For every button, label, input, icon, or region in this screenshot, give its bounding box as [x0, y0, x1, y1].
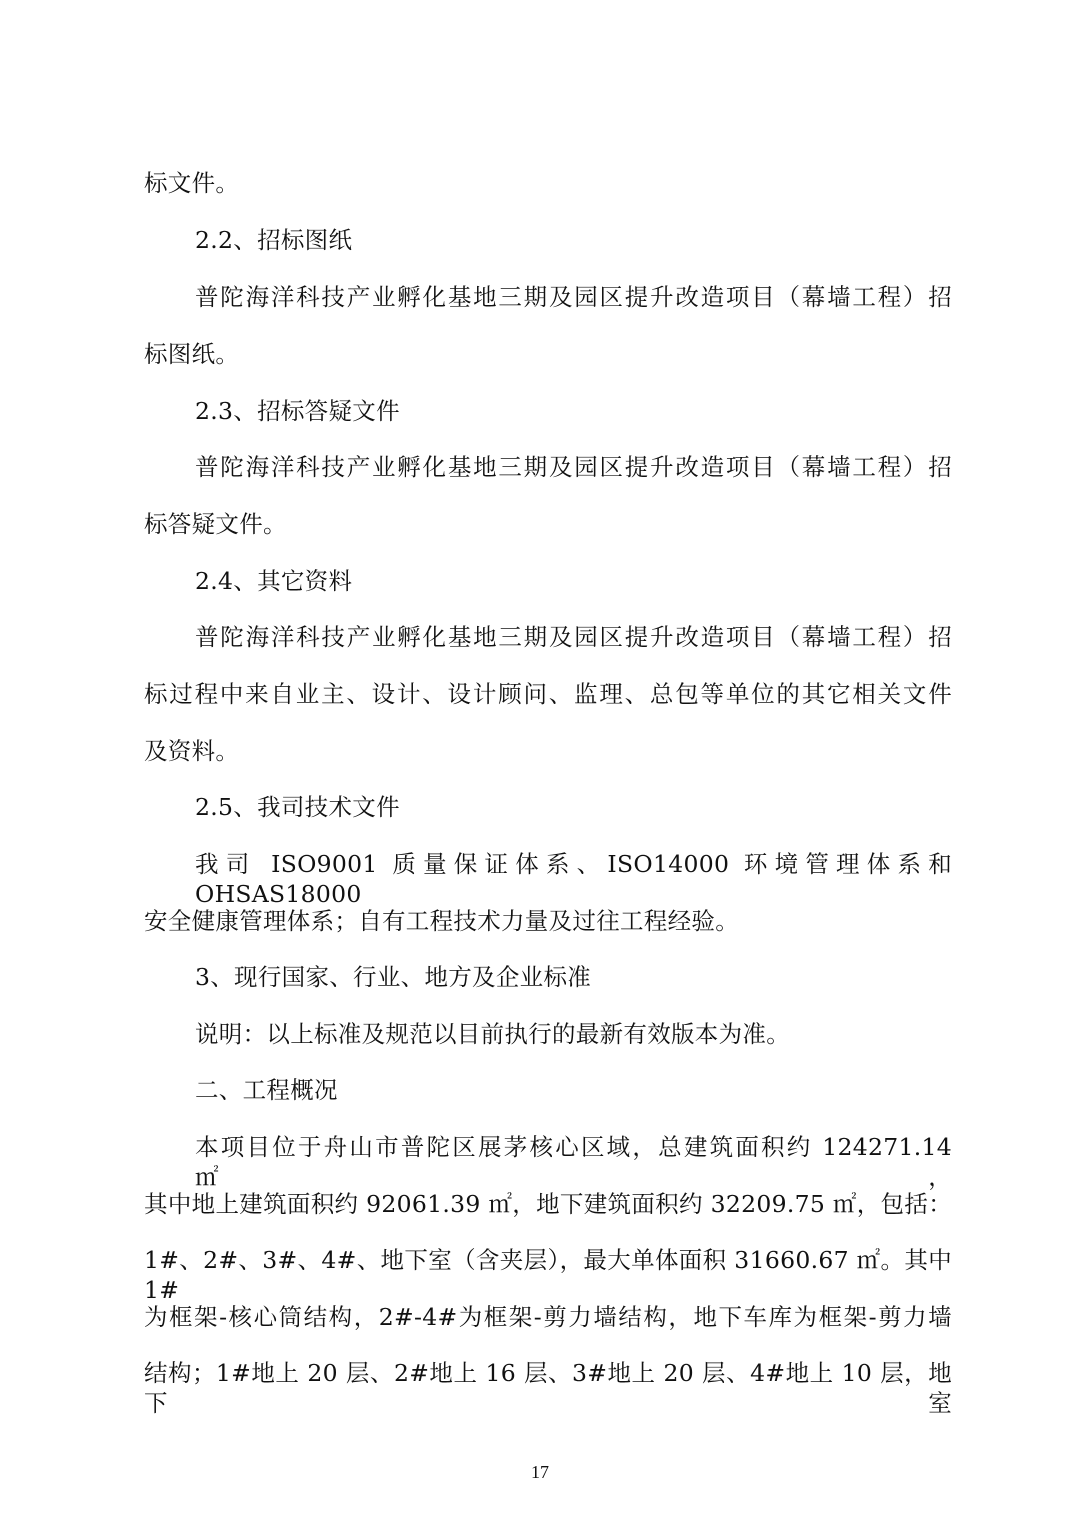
section-heading: 3、现行国家、行业、地方及企业标准 — [195, 963, 592, 991]
text-line: 普陀海洋科技产业孵化基地三期及园区提升改造项目（幕墙工程）招 — [195, 623, 952, 651]
text-line: 其中地上建筑面积约 92061.39 ㎡，地下建筑面积约 32209.75 ㎡，包括： — [144, 1190, 952, 1218]
text-line: 为框架-核心筒结构，2#-4#为框架-剪力墙结构，地下车库为框架-剪力墙 — [144, 1303, 952, 1331]
text-line: 说明：以上标准及规范以目前执行的最新有效版本为准。 — [195, 1020, 790, 1048]
text-line: 标答疑文件。 — [144, 510, 287, 538]
section-heading: 2.3、招标答疑文件 — [195, 397, 400, 425]
text-line: 1#、2#、3#、4#、地下室（含夹层），最大单体面积 31660.67 ㎡。其中 1# — [144, 1246, 952, 1304]
text-line: 普陀海洋科技产业孵化基地三期及园区提升改造项目（幕墙工程）招 — [195, 453, 952, 481]
text-line: 标图纸。 — [144, 340, 240, 368]
section-heading: 2.5、我司技术文件 — [195, 793, 400, 821]
page-number: 17 — [531, 1462, 549, 1482]
text-line: 普陀海洋科技产业孵化基地三期及园区提升改造项目（幕墙工程）招 — [195, 283, 952, 311]
text-line: 我司 ISO9001 质量保证体系、ISO14000 环境管理体系和 OHSAS18000 — [195, 850, 952, 908]
section-heading: 2.2、招标图纸 — [195, 226, 353, 254]
section-heading: 二、工程概况 — [195, 1076, 338, 1104]
text-line: 标文件。 — [144, 169, 240, 197]
text-line: 标过程中来自业主、设计、设计顾问、监理、总包等单位的其它相关文件 — [144, 680, 952, 708]
section-heading: 2.4、其它资料 — [195, 567, 353, 595]
text-line: 及资料。 — [144, 737, 240, 765]
text-line: 结构；1#地上 20 层、2#地上 16 层、3#地上 20 层、4#地上 10 层，地下室 — [144, 1359, 952, 1417]
text-line: 安全健康管理体系；自有工程技术力量及过往工程经验。 — [144, 907, 739, 935]
text-line: 本项目位于舟山市普陀区展茅核心区域，总建筑面积约 124271.14 ㎡， — [195, 1133, 952, 1191]
